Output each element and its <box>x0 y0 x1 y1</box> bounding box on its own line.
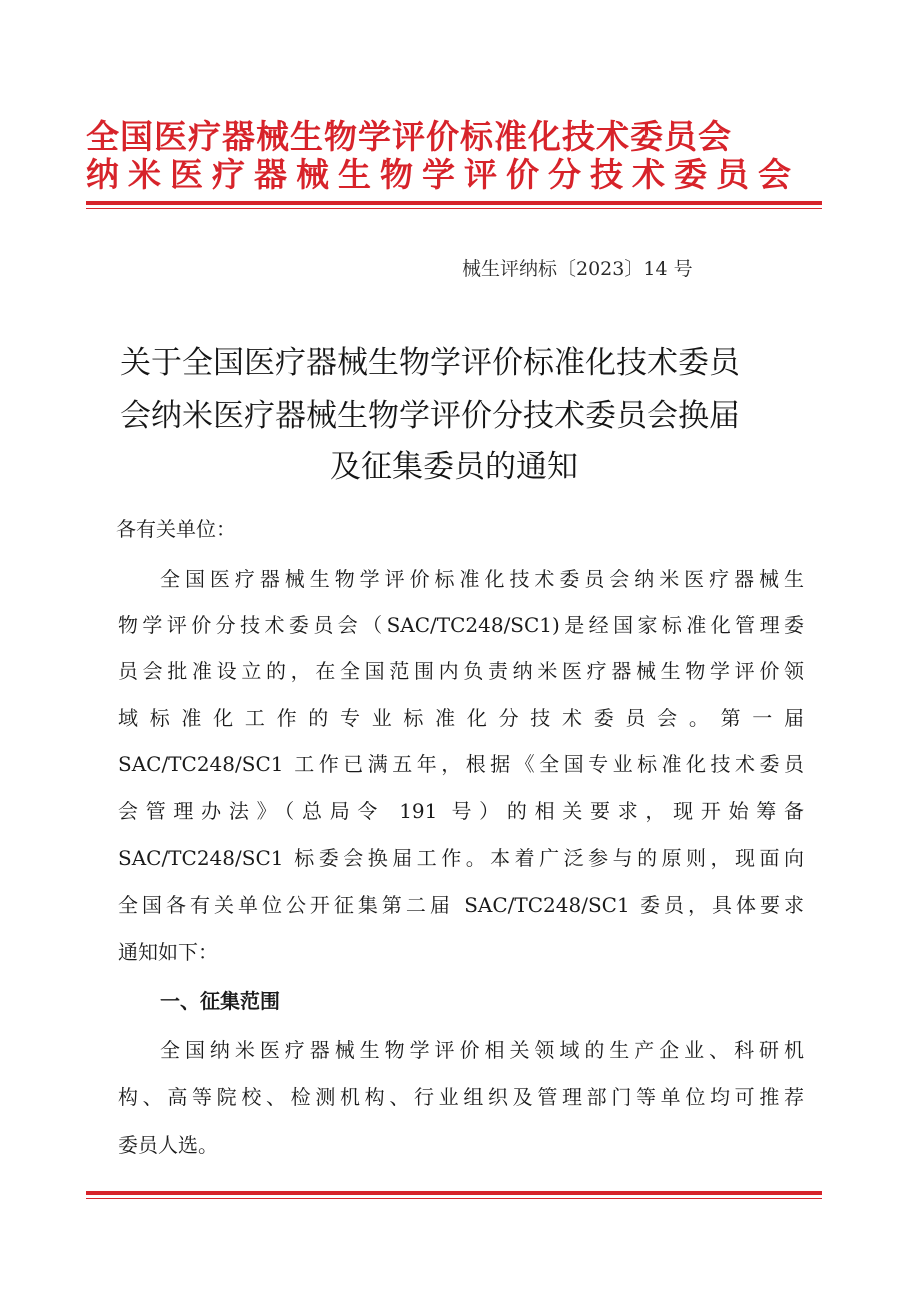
body-line: 全国纳米医疗器械生物学评价相关领域的生产企业、科研机 <box>160 1038 804 1062</box>
body-line: 构、高等院校、检测机构、行业组织及管理部门等单位均可推荐 <box>118 1085 804 1109</box>
body-line: SAC/TC248/SC1 工作已满五年，根据《全国专业标准化技术委员 <box>118 752 804 776</box>
body-line: 通知如下： <box>118 940 218 964</box>
body-line: 全国各有关单位公开征集第二届 SAC/TC248/SC1 委员，具体要求 <box>118 893 804 917</box>
notice-title-line-1: 关于全国医疗器械生物学评价标准化技术委员 <box>120 345 740 381</box>
body-line: 物学评价分技术委员会（SAC/TC248/SC1)是经国家标准化管理委 <box>118 613 804 637</box>
section-heading-collection-scope: 一、征集范围 <box>160 989 280 1013</box>
body-line: 域标准化工作的专业标准化分技术委员会。第一届 <box>118 706 804 730</box>
notice-title-line-2: 会纳米医疗器械生物学评价分技术委员会换届 <box>120 398 740 434</box>
body-line: SAC/TC248/SC1 标委会换届工作。本着广泛参与的原则，现面向 <box>118 846 804 870</box>
body-line: 员会批准设立的，在全国范围内负责纳米医疗器械生物学评价领 <box>118 659 804 683</box>
notice-title-line-3: 及征集委员的通知 <box>330 449 578 485</box>
salutation: 各有关单位： <box>116 517 236 541</box>
body-line: 委员人选。 <box>118 1133 218 1157</box>
letterhead-line-1: 全国医疗器械生物学评价标准化技术委员会 <box>86 117 732 156</box>
document-number: 械生评纳标〔2023〕14 号 <box>462 258 693 280</box>
letterhead-divider-thick <box>86 201 822 205</box>
body-line: 会管理办法》（总局令 191 号）的相关要求，现开始筹备 <box>118 799 804 823</box>
letterhead-line-2: 纳米医疗器械生物学评价分技术委员会 <box>86 155 800 194</box>
footer-divider-thin <box>86 1198 822 1199</box>
footer-divider-thick <box>86 1191 822 1195</box>
body-line: 全国医疗器械生物学评价标准化技术委员会纳米医疗器械生 <box>160 567 804 591</box>
letterhead-divider-thin <box>86 208 822 209</box>
